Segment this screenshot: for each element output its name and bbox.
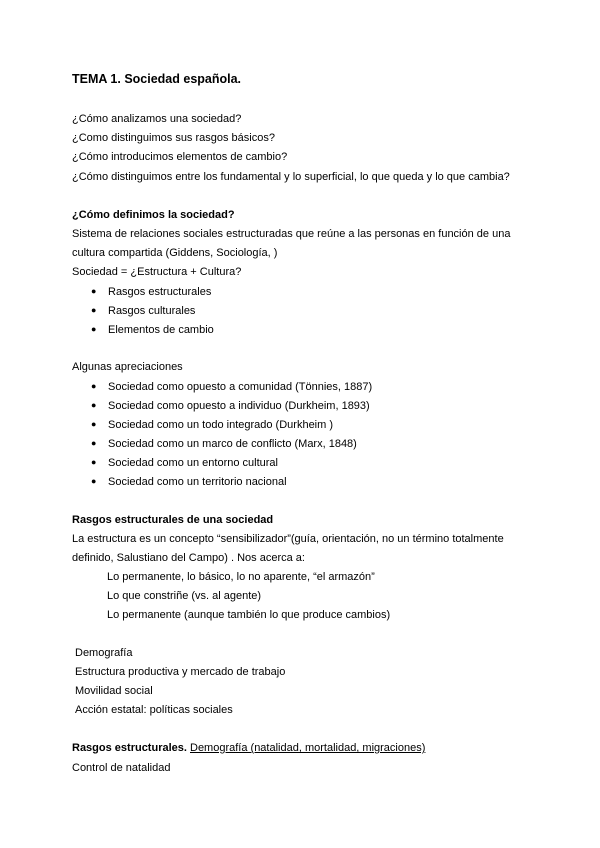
rasgos-indented-2: Lo que constriñe (vs. al agente) [107,590,262,602]
list-item [91,303,195,318]
bullet-icon: ● [91,286,97,296]
list-item-label: Rasgos estructurales [108,286,212,298]
list-item-label: Elementos de cambio [108,324,214,336]
rasgos-heading: Rasgos estructurales de una sociedad [72,514,274,526]
question-3: ¿Cómo introducimos elementos de cambio? [72,151,288,163]
bullet-icon: ● [91,324,97,334]
question-4: ¿Cómo distinguimos entre los fundamental y lo superficial, lo que queda y lo que cambia? [72,171,510,183]
list-item-label: Sociedad como un marco de conflicto (Marx, 1848) [108,438,357,450]
demografia-heading-underlined: Demografía (natalidad, mortalidad, migraciones) [190,742,426,754]
rasgos-line-1: La estructura es un concepto “sensibilizador”(guía, orientación, no un término totalmente [72,533,504,545]
list-item [91,398,370,413]
rasgos-indented-3: Lo permanente (aunque también lo que produce cambios) [107,609,391,621]
question-2: ¿Como distinguimos sus rasgos básicos? [72,132,275,144]
list-item-label: Sociedad como un entorno cultural [108,457,278,469]
list-item [91,417,333,432]
list-item-label: Sociedad como opuesto a individuo (Durkheim, 1893) [108,400,370,412]
bullet-icon: ● [91,381,97,391]
list-item [91,436,357,451]
definition-line-2: cultura compartida (Giddens, Sociología, ) [72,247,278,259]
rasgos-list-item-2: Estructura productiva y mercado de trabajo [75,666,286,678]
list-item [91,379,372,394]
rasgos-line-2: definido, Salustiano del Campo) . Nos acerca a: [72,552,305,564]
definition-formula: Sociedad = ¿Estructura + Cultura? [72,266,242,278]
bullet-icon: ● [91,457,97,467]
rasgos-indented-1: Lo permanente, lo básico, lo no aparente, “el armazón” [107,571,375,583]
definition-heading: ¿Cómo definimos la sociedad? [72,209,235,221]
demografia-heading [72,741,425,755]
rasgos-list-item-4: Acción estatal: políticas sociales [75,704,233,716]
list-item [91,474,287,489]
bullet-icon: ● [91,419,97,429]
rasgos-list-item-1: Demografía [75,647,133,659]
bullet-icon: ● [91,476,97,486]
list-item [91,455,278,470]
list-item [91,322,214,337]
bullet-icon: ● [91,400,97,410]
bullet-icon: ● [91,438,97,448]
demografia-line-1: Control de natalidad [72,762,171,774]
list-item-label: Sociedad como un territorio nacional [108,476,287,488]
apreciaciones-heading: Algunas apreciaciones [72,361,183,373]
page-title: TEMA 1. Sociedad española. [72,72,242,86]
list-item-label: Sociedad como un todo integrado (Durkheim ) [108,419,334,431]
question-1: ¿Cómo analizamos una sociedad? [72,113,242,125]
definition-line-1: Sistema de relaciones sociales estructuradas que reúne a las personas en función de una [72,228,511,240]
list-item-label: Rasgos culturales [108,305,196,317]
demografia-heading-bold: Rasgos estructurales. [72,742,187,754]
bullet-icon: ● [91,305,97,315]
list-item-label: Sociedad como opuesto a comunidad (Tönnies, 1887) [108,381,373,393]
rasgos-list-item-3: Movilidad social [75,685,153,697]
list-item [91,284,211,299]
